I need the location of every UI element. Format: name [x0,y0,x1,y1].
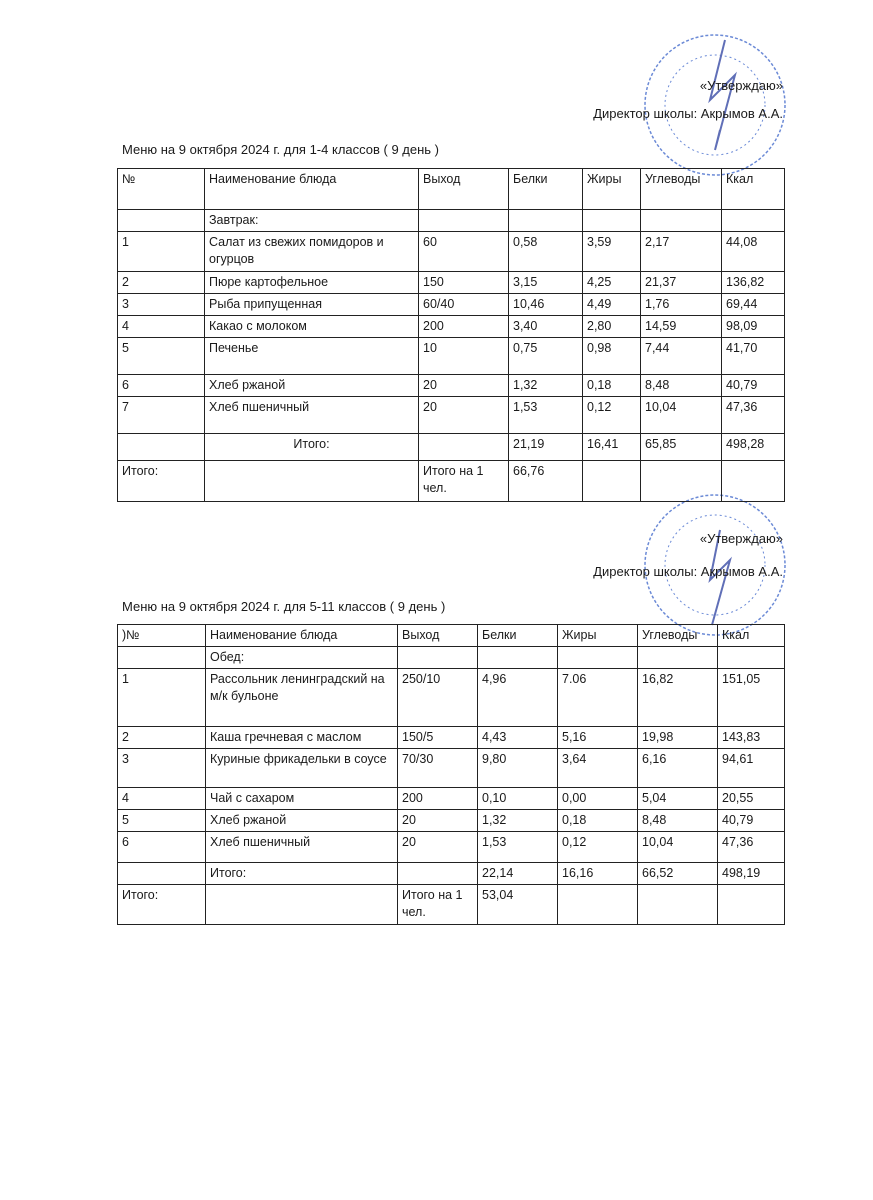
table-row [118,669,785,727]
dish-name: Хлеб ржаной [206,810,398,832]
row-number: 4 [118,316,205,338]
per-person-value: 66,76 [509,461,583,502]
carbs: 10,04 [638,832,718,863]
row-number: 6 [118,832,206,863]
dish-name: Пюре картофельное [205,272,419,294]
portion: 20 [419,397,509,434]
carbs: 2,17 [641,232,722,272]
portion: 250/10 [398,669,478,727]
total-carbs: 66,52 [638,863,718,885]
kcal: 47,36 [718,832,785,863]
col-header: № [118,169,205,210]
portion: 10 [419,338,509,375]
table-row [118,832,785,863]
protein: 1,53 [478,832,558,863]
col-header: Жиры [558,625,638,647]
fat: 4,49 [583,294,641,316]
approval-label: «Утверждаю» [699,531,783,546]
row-number: 5 [118,338,205,375]
per-person-text: Итого на 1 чел. [398,885,478,925]
carbs: 21,37 [641,272,722,294]
menu1-table [117,168,785,502]
row-number: 3 [118,749,206,788]
kcal: 94,61 [718,749,785,788]
dish-name: Печенье [205,338,419,375]
col-header: )№ [118,625,206,647]
per-person-text: Итого на 1 чел. [419,461,509,502]
director-name: Директор школы: Акрымов А.А. [593,564,783,579]
kcal: 41,70 [722,338,785,375]
col-header: Углеводы [638,625,718,647]
total-carbs: 65,85 [641,434,722,461]
dish-name: Хлеб пшеничный [206,832,398,863]
fat: 5,16 [558,727,638,749]
carbs: 5,04 [638,788,718,810]
total-protein: 22,14 [478,863,558,885]
table-row [118,232,785,272]
carbs: 6,16 [638,749,718,788]
kcal: 143,83 [718,727,785,749]
table-header-row [118,169,785,210]
kcal: 151,05 [718,669,785,727]
portion: 200 [419,316,509,338]
dish-name: Хлеб пшеничный [205,397,419,434]
fat: 7.06 [558,669,638,727]
portion: 70/30 [398,749,478,788]
carbs: 7,44 [641,338,722,375]
table-row [118,294,785,316]
carbs: 14,59 [641,316,722,338]
total-kcal: 498,19 [718,863,785,885]
total-fat: 16,41 [583,434,641,461]
row-number: 2 [118,272,205,294]
protein: 4,96 [478,669,558,727]
fat: 0,18 [558,810,638,832]
portion: 60 [419,232,509,272]
row-number: 3 [118,294,205,316]
protein: 4,43 [478,727,558,749]
carbs: 16,82 [638,669,718,727]
table-row [118,788,785,810]
total-row [118,434,785,461]
protein: 0,10 [478,788,558,810]
portion: 150/5 [398,727,478,749]
col-header: Выход [398,625,478,647]
protein: 9,80 [478,749,558,788]
col-header: Белки [478,625,558,647]
col-header: Выход [419,169,509,210]
table-row [118,316,785,338]
carbs: 1,76 [641,294,722,316]
fat: 0,98 [583,338,641,375]
dish-name: Куриные фрикадельки в соусе [206,749,398,788]
fat: 0,18 [583,375,641,397]
total-label: Итого: [205,434,419,461]
section-label: Завтрак: [205,210,419,232]
row-number: 1 [118,669,206,727]
portion: 150 [419,272,509,294]
portion: 20 [419,375,509,397]
menu1-rows [118,232,785,434]
row-number: 6 [118,375,205,397]
dish-name: Рассольник ленинградский на м/к бульоне [206,669,398,727]
protein: 1,32 [509,375,583,397]
row-number: 1 [118,232,205,272]
dish-name: Какао с молоком [205,316,419,338]
protein: 10,46 [509,294,583,316]
per-person-row [118,885,785,925]
per-person-label: Итого: [118,885,206,925]
fat: 0,12 [558,832,638,863]
carbs: 8,48 [641,375,722,397]
total-protein: 21,19 [509,434,583,461]
menu2-rows [118,669,785,863]
portion: 200 [398,788,478,810]
total-kcal: 498,28 [722,434,785,461]
col-header: Ккал [722,169,785,210]
table-row [118,727,785,749]
portion: 20 [398,810,478,832]
fat: 0,00 [558,788,638,810]
table-row [118,397,785,434]
portion: 20 [398,832,478,863]
table-row [118,810,785,832]
carbs: 8,48 [638,810,718,832]
col-header: Углеводы [641,169,722,210]
kcal: 20,55 [718,788,785,810]
protein: 1,53 [509,397,583,434]
kcal: 136,82 [722,272,785,294]
stamp-seal-icon [640,30,790,180]
dish-name: Хлеб ржаной [205,375,419,397]
fat: 2,80 [583,316,641,338]
row-number: 5 [118,810,206,832]
director-name: Директор школы: Акрымов А.А. [593,106,783,121]
col-header: Белки [509,169,583,210]
menu1-title: Меню на 9 октября 2024 г. для 1-4 классов ( 9 день ) [122,142,440,157]
protein: 3,15 [509,272,583,294]
kcal: 69,44 [722,294,785,316]
kcal: 47,36 [722,397,785,434]
fat: 4,25 [583,272,641,294]
carbs: 10,04 [641,397,722,434]
kcal: 44,08 [722,232,785,272]
menu2-title: Меню на 9 октября 2024 г. для 5-11 классов ( 9 день ) [122,599,446,614]
row-number: 4 [118,788,206,810]
section-row [118,647,785,669]
row-number: 7 [118,397,205,434]
menu2-table [117,624,785,925]
total-row [118,863,785,885]
fat: 3,59 [583,232,641,272]
section-row [118,210,785,232]
per-person-value: 53,04 [478,885,558,925]
kcal: 40,79 [718,810,785,832]
section-label: Обед: [206,647,398,669]
col-header: Ккал [718,625,785,647]
kcal: 40,79 [722,375,785,397]
total-fat: 16,16 [558,863,638,885]
protein: 3,40 [509,316,583,338]
table-row [118,375,785,397]
col-header: Наименование блюда [205,169,419,210]
protein: 1,32 [478,810,558,832]
table-row [118,272,785,294]
dish-name: Каша гречневая с маслом [206,727,398,749]
row-number: 2 [118,727,206,749]
protein: 0,75 [509,338,583,375]
col-header: Жиры [583,169,641,210]
protein: 0,58 [509,232,583,272]
approval-label: «Утверждаю» [699,78,783,93]
carbs: 19,98 [638,727,718,749]
fat: 3,64 [558,749,638,788]
portion: 60/40 [419,294,509,316]
per-person-row [118,461,785,502]
dish-name: Рыба припущенная [205,294,419,316]
kcal: 98,09 [722,316,785,338]
table-row [118,749,785,788]
dish-name: Салат из свежих помидоров и огурцов [205,232,419,272]
per-person-label: Итого: [118,461,205,502]
fat: 0,12 [583,397,641,434]
total-label: Итого: [206,863,398,885]
dish-name: Чай с сахаром [206,788,398,810]
table-row [118,338,785,375]
col-header: Наименование блюда [206,625,398,647]
table-header-row [118,625,785,647]
